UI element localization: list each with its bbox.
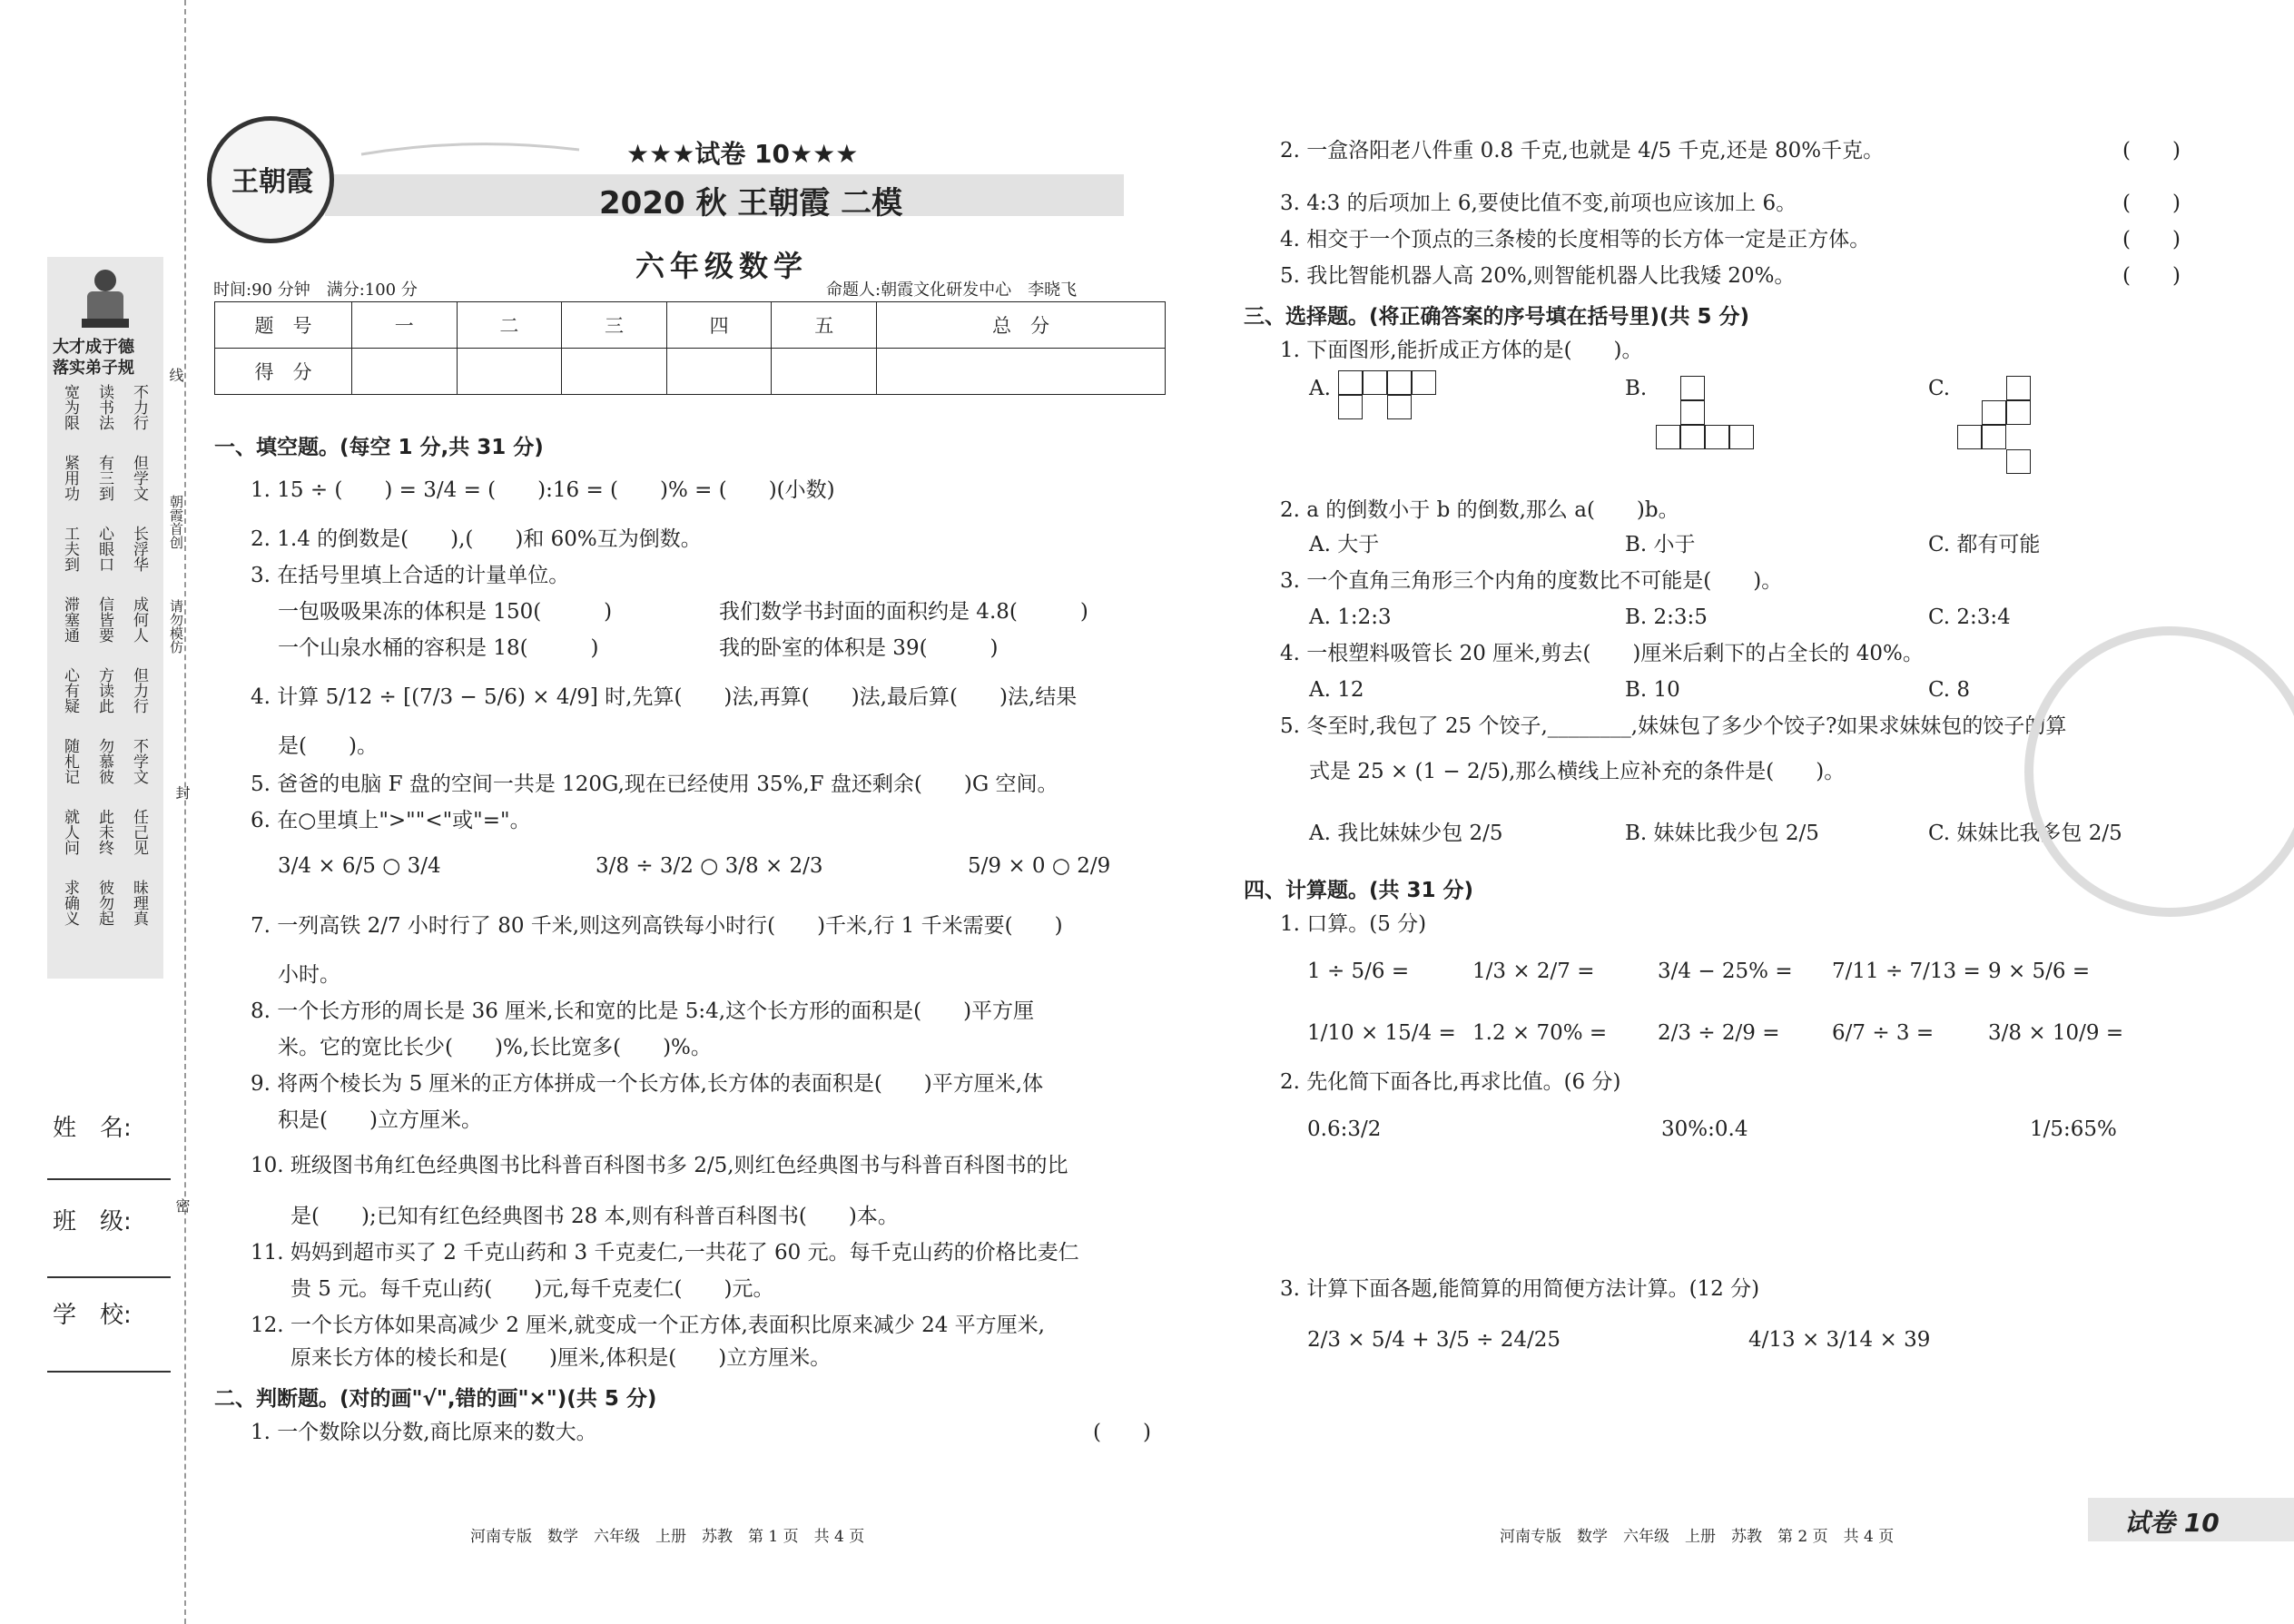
question-1-4: 4. 计算 5/12 ÷ [(7/3 − 5/6) × 4/9] 时,先算( )法,再算( )法,最后算( )法,结果 [251, 685, 1078, 709]
poem-line: 方读此 [95, 667, 113, 714]
section2-title: 二、判断题。(对的画"√",错的画"×")(共 5 分) [214, 1387, 657, 1411]
mental-calc: 1.2 × 70% = [1472, 1021, 1608, 1045]
subject-title: 六年级数学 [635, 249, 809, 283]
time-line: 时间:90 分钟 满分:100 分 [213, 281, 418, 300]
confidential-seal-icon [2024, 626, 2294, 917]
judge-5-answer[interactable]: ( ) [2122, 264, 2181, 288]
score-cell: 二 [457, 302, 562, 349]
score-input[interactable] [666, 349, 772, 395]
question-1-10b: 是( );已知有红色经典图书 28 本,则有科普百科图书( )本。 [290, 1205, 899, 1228]
exam-title: 2020 秋 王朝霞 二模 [599, 185, 903, 221]
poem-line: 心眼口 [95, 526, 113, 572]
copyright-note-1: 朝霞首创 [168, 495, 184, 549]
poem-line: 不力行 [130, 384, 148, 430]
ratio-item: 0.6:3/2 [1307, 1117, 1382, 1141]
score-input[interactable] [562, 349, 667, 395]
poem-line: 此未终 [95, 809, 113, 855]
score-cell: 题 号 [215, 302, 352, 349]
footer-right: 河南专版 数学 六年级 上册 苏教 第 2 页 共 4 页 [1500, 1528, 1895, 1546]
author-line: 命题人:朝霞文化研发中心 李晓飞 [826, 281, 1078, 300]
score-cell: 四 [666, 302, 772, 349]
class-field[interactable] [47, 1276, 171, 1278]
poem-line: 滞塞通 [61, 596, 79, 643]
question-1-6b: 3/8 ÷ 3/2 ○ 3/8 × 2/3 [596, 854, 823, 878]
cut-line-label-mi: 密 [173, 1198, 191, 1213]
sidebar-panel [47, 257, 163, 979]
poem-line: 成何人 [130, 596, 148, 643]
mental-calc: 1 ÷ 5/6 = [1307, 960, 1410, 983]
score-input[interactable] [352, 349, 458, 395]
calc-part-1: 1. 口算。(5 分) [1280, 912, 1427, 936]
name-field[interactable] [47, 1178, 171, 1180]
name-label: 姓 名: [53, 1115, 132, 1142]
series-text: 试卷 10 [694, 139, 791, 169]
calc-part-3: 3. 计算下面各题,能简算的用简便方法计算。(12 分) [1280, 1277, 1760, 1301]
cut-line-label-xian: 线 [167, 368, 184, 382]
class-label: 班 级: [53, 1208, 132, 1235]
choice-1-opt-a[interactable]: A. [1309, 377, 1331, 400]
section1-title: 一、填空题。(每空 1 分,共 31 分) [214, 436, 544, 459]
choice-5: 5. 冬至时,我包了 25 个饺子,________,妹妹包了多少个饺子?如果求妹妹包的饺子的算 [1280, 714, 2067, 738]
choice-3: 3. 一个直角三角形三个内角的度数比不可能是( )。 [1280, 569, 1783, 593]
poem-line: 紧用功 [61, 455, 79, 501]
poem-line: 勿慕彼 [95, 738, 113, 784]
choice-5-opt-a[interactable]: A. 我比妹妹少包 2/5 [1309, 822, 1503, 845]
score-input[interactable] [877, 349, 1166, 395]
poem-line: 昧理真 [130, 880, 148, 926]
copyright-note-2: 请勿模仿 [168, 599, 184, 654]
score-cell: 得 分 [215, 349, 352, 395]
question-1-3d: 我的卧室的体积是 39( ) [719, 636, 999, 660]
choice-4: 4. 一根塑料吸管长 20 厘米,剪去( )厘米后剩下的占全长的 40%。 [1280, 642, 1924, 665]
question-1-3: 3. 在括号里填上合适的计量单位。 [251, 564, 570, 587]
choice-5b: 式是 25 × (1 − 2/5),那么横线上应补充的条件是( )。 [1309, 760, 1846, 783]
mental-calc: 3/8 × 10/9 = [1988, 1021, 2124, 1045]
mental-calc: 9 × 5/6 = [1988, 960, 2091, 983]
judge-2: 2. 一盒洛阳老八件重 0.8 千克,也就是 4/5 千克,还是 80%千克。 [1280, 139, 1885, 162]
series-badge: 试卷 10 [2124, 1508, 2220, 1538]
judge-3: 3. 4:3 的后项加上 6,要使比值不变,前项也应该加上 6。 [1280, 192, 1797, 215]
choice-2-opt-a[interactable]: A. 大于 [1309, 533, 1380, 556]
judge-4: 4. 相交于一个顶点的三条棱的长度相等的长方体一定是正方体。 [1280, 228, 1871, 251]
judge-5: 5. 我比智能机器人高 20%,则智能机器人比我矮 20%。 [1280, 264, 1796, 288]
choice-5-opt-b[interactable]: B. 妹妹比我少包 2/5 [1625, 822, 1819, 845]
score-input[interactable] [772, 349, 877, 395]
question-1-4b: 是( )。 [278, 734, 378, 758]
poem-line: 工夫到 [61, 526, 79, 572]
ratio-item: 30%:0.4 [1661, 1117, 1748, 1141]
judge-4-answer[interactable]: ( ) [2122, 228, 2181, 251]
question-1-11b: 贵 5 元。每千克山药( )元,每千克麦仁( )元。 [290, 1277, 774, 1301]
question-1-12b: 原来长方体的棱长和是( )厘米,体积是( )立方厘米。 [290, 1346, 832, 1370]
poem-line: 任己见 [130, 809, 148, 855]
poem-line: 长浮华 [130, 526, 148, 572]
choice-2: 2. a 的倒数小于 b 的倒数,那么 a( )b。 [1280, 498, 1679, 522]
poem-line: 信皆要 [95, 596, 113, 643]
scholar-figure-icon [78, 264, 133, 332]
score-input[interactable] [457, 349, 562, 395]
judge-1: 1. 一个数除以分数,商比原来的数大。 [251, 1421, 597, 1444]
slogan-2: 落实弟子规 [53, 359, 134, 378]
calc-item: 4/13 × 3/14 × 39 [1748, 1328, 1931, 1352]
poem-line: 不学文 [130, 738, 148, 784]
poem-line: 有三到 [95, 455, 113, 501]
poem-line: 但学文 [130, 455, 148, 501]
poem-line: 随札记 [61, 738, 79, 784]
question-1-9b: 积是( )立方厘米。 [278, 1108, 482, 1132]
section4-title: 四、计算题。(共 31 分) [1244, 879, 1474, 902]
question-1-5: 5. 爸爸的电脑 F 盘的空间一共是 120G,现在已经使用 35%,F 盘还剩余( )G 空间。 [251, 773, 1058, 796]
logo-text: 王朝霞 [231, 166, 313, 198]
score-cell: 三 [562, 302, 667, 349]
judge-3-answer[interactable]: ( ) [2122, 192, 2181, 215]
school-field[interactable] [47, 1371, 171, 1373]
mental-calc: 7/11 ÷ 7/13 = [1832, 960, 1981, 983]
question-1-1: 1. 15 ÷ ( ) = 3/4 = ( ):16 = ( )% = ( )(小数) [251, 478, 835, 502]
mental-calc: 2/3 ÷ 2/9 = [1658, 1021, 1780, 1045]
poem-line: 宽为限 [61, 384, 79, 430]
binding-line [184, 0, 186, 1624]
choice-3-opt-b[interactable]: B. 2:3:5 [1625, 605, 1708, 629]
poem-line: 彼勿起 [95, 880, 113, 926]
choice-5-opt-c[interactable]: C. 妹妹比我多包 2/5 [1928, 822, 2122, 845]
judge-1-answer[interactable]: ( ) [1093, 1421, 1151, 1444]
poem-line: 心有疑 [61, 667, 79, 714]
poem-line: 读书法 [95, 384, 113, 430]
question-1-3b: 我们数学书封面的面积约是 4.8( ) [719, 600, 1088, 624]
question-1-6a: 3/4 × 6/5 ○ 3/4 [278, 854, 441, 878]
question-1-10: 10. 班级图书角红色经典图书比科普百科图书多 2/5,则红色经典图书与科普百科图书的比 [251, 1154, 1068, 1177]
calc-part-2: 2. 先化简下面各比,再求比值。(6 分) [1280, 1070, 1621, 1094]
poem-line: 但力行 [130, 667, 148, 714]
question-1-8: 8. 一个长方形的周长是 36 厘米,长和宽的比是 5:4,这个长方形的面积是( )平方厘 [251, 999, 1035, 1023]
choice-2-opt-c[interactable]: C. 都有可能 [1928, 533, 2041, 556]
question-1-3c: 一个山泉水桶的容积是 18( ) [278, 636, 599, 660]
question-1-7: 7. 一列高铁 2/7 小时行了 80 千米,则这列高铁每小时行( )千米,行 1 千米需要( ) [251, 914, 1063, 938]
slogan-1: 大才成于德 [53, 338, 134, 357]
question-1-8b: 米。它的宽比长少( )%,长比宽多( )%。 [278, 1036, 712, 1059]
choice-2-opt-b[interactable]: B. 小于 [1625, 533, 1696, 556]
section3-title: 三、选择题。(将正确答案的序号填在括号里)(共 5 分) [1244, 305, 1750, 329]
series-label: ★★★试卷 10★★★ [626, 139, 859, 169]
question-1-6: 6. 在○里填上">""<"或"="。 [251, 809, 531, 832]
score-header-row [215, 302, 1166, 349]
question-1-6c: 5/9 × 0 ○ 2/9 [968, 854, 1111, 878]
score-table [214, 301, 1166, 395]
judge-2-answer[interactable]: ( ) [2122, 139, 2181, 162]
choice-4-opt-c[interactable]: C. 8 [1928, 678, 1971, 702]
question-1-11: 11. 妈妈到超市买了 2 千克山药和 3 千克麦仁,一共花了 60 元。每千克山药的价格比麦仁 [251, 1241, 1079, 1265]
question-1-9: 9. 将两个棱长为 5 厘米的正方体拼成一个长方体,长方体的表面积是( )平方厘米,体 [251, 1072, 1044, 1096]
choice-3-opt-a[interactable]: A. 1:2:3 [1309, 605, 1392, 629]
choice-3-opt-c[interactable]: C. 2:3:4 [1928, 605, 2011, 629]
cut-line-label-feng: 封 [173, 785, 191, 800]
score-value-row [215, 349, 1166, 395]
poem-line: 就人问 [61, 809, 79, 855]
choice-4-opt-b[interactable]: B. 10 [1625, 678, 1680, 702]
question-1-3a: 一包吸吸果冻的体积是 150( ) [278, 600, 613, 624]
choice-1-opt-c[interactable]: C. [1928, 377, 1951, 400]
logo-seal [207, 116, 334, 243]
ratio-item: 1/5:65% [2030, 1117, 2117, 1141]
score-cell: 五 [772, 302, 877, 349]
choice-1: 1. 下面图形,能折成正方体的是( )。 [1280, 339, 1643, 362]
mental-calc: 6/7 ÷ 3 = [1832, 1021, 1935, 1045]
calc-item: 2/3 × 5/4 + 3/5 ÷ 24/25 [1307, 1328, 1561, 1352]
question-1-7b: 小时。 [278, 963, 340, 987]
poem-line: 求确义 [61, 880, 79, 926]
choice-1-opt-b[interactable]: B. [1625, 377, 1648, 400]
question-1-2: 2. 1.4 的倒数是( ),( )和 60%互为倒数。 [251, 527, 702, 551]
choice-4-opt-a[interactable]: A. 12 [1309, 678, 1364, 702]
school-label: 学 校: [53, 1302, 132, 1329]
mental-calc: 1/3 × 2/7 = [1472, 960, 1595, 983]
score-cell: 总 分 [877, 302, 1166, 349]
mental-calc: 3/4 − 25% = [1658, 960, 1793, 983]
mental-calc: 1/10 × 15/4 = [1307, 1021, 1456, 1045]
poem-block [54, 384, 162, 965]
footer-left: 河南专版 数学 六年级 上册 苏教 第 1 页 共 4 页 [470, 1528, 865, 1546]
question-1-12: 12. 一个长方体如果高减少 2 厘米,就变成一个正方体,表面积比原来减少 24 平方厘米, [251, 1314, 1045, 1337]
score-cell: 一 [352, 302, 458, 349]
